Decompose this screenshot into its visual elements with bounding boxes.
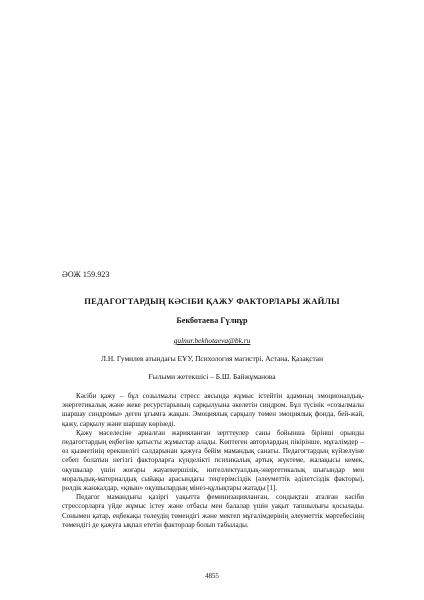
article-title: ПЕДАГОГТАРДЫҢ КӘСІБИ ҚАЖУ ФАКТОРЛАРЫ ЖАЙЛЫ <box>84 296 340 306</box>
article-body <box>62 392 364 530</box>
paragraph-3: Педагог мамандығы қазіргі уақытта феминизацияланған, сондықтан аталған кәсіби стрессорларға үйде жұмыс істеу және отбасы мен балалар үшін уақыт тапшылығы қосылады. Сонымен қатар, еңбекақы төлеудің төмендігі және мектеп мұғалімдерінің әлеуметтік мәртебесінің төмендігі де қажуға ықпал ететін факторлар болып табылады. <box>62 493 364 529</box>
author-email[interactable]: gulnur.bekhotaeva@bk.ru <box>173 336 251 345</box>
page-number: 4855 <box>205 573 219 580</box>
scientific-advisor: Ғылыми жетекшісі – Б.Ш. Байжұманова <box>148 372 276 381</box>
author-name: Бекботаева Гүлнұр <box>176 316 248 325</box>
paragraph-2: Қажу мәселесіне арналған жарияланған зерттеулер саны бойынша бірінші орынды педагогтардың еңбегіне қатысты жұмыстар алады. Көптеген авторлардың пікірінше, мұғалімдер – өз қызметінің ерекшелігі салдарынан қажуға бейім мамандық санаты. Педагогтардың күйзелуіне себеп болатын негізгі факторларға күнделікті психикалық артық жүктеме, жалақысы кемек, оқушылар үшін жоғары жауапкершілік, интеллектуалдық-энергетикалық шығындар мен моральдық-материалдық сыйақы арасындағы теңгерімсіздік (әлеуметтік әділетсіздік факторы), рөлдік жанжалдар, «қиын» оқушылардың мінез-құлықтары жатады [1]. <box>62 428 364 493</box>
author-affiliation: Л.Н. Гумилев атындағы ЕҰУ, Психология магистрі, Астана, Қазақстан <box>100 354 324 363</box>
udc-code: ӘОЖ 159.923 <box>62 270 110 279</box>
paragraph-1: Кәсіби қажу – бұл созылмалы стресс аясында жұмыс істейтін адамның эмоционалдық-энергетикалық және жеке ресурстарының сарқылуына әкелетін синдром. Бұл түсінік «созылмалы шаршау синдромы» деген ұғымға жақын. Эмоциялық сарқылу төмен эмоциялық фонда, бей-жай, қажу, сарқылу және шаршау көрінеді. <box>62 392 364 428</box>
